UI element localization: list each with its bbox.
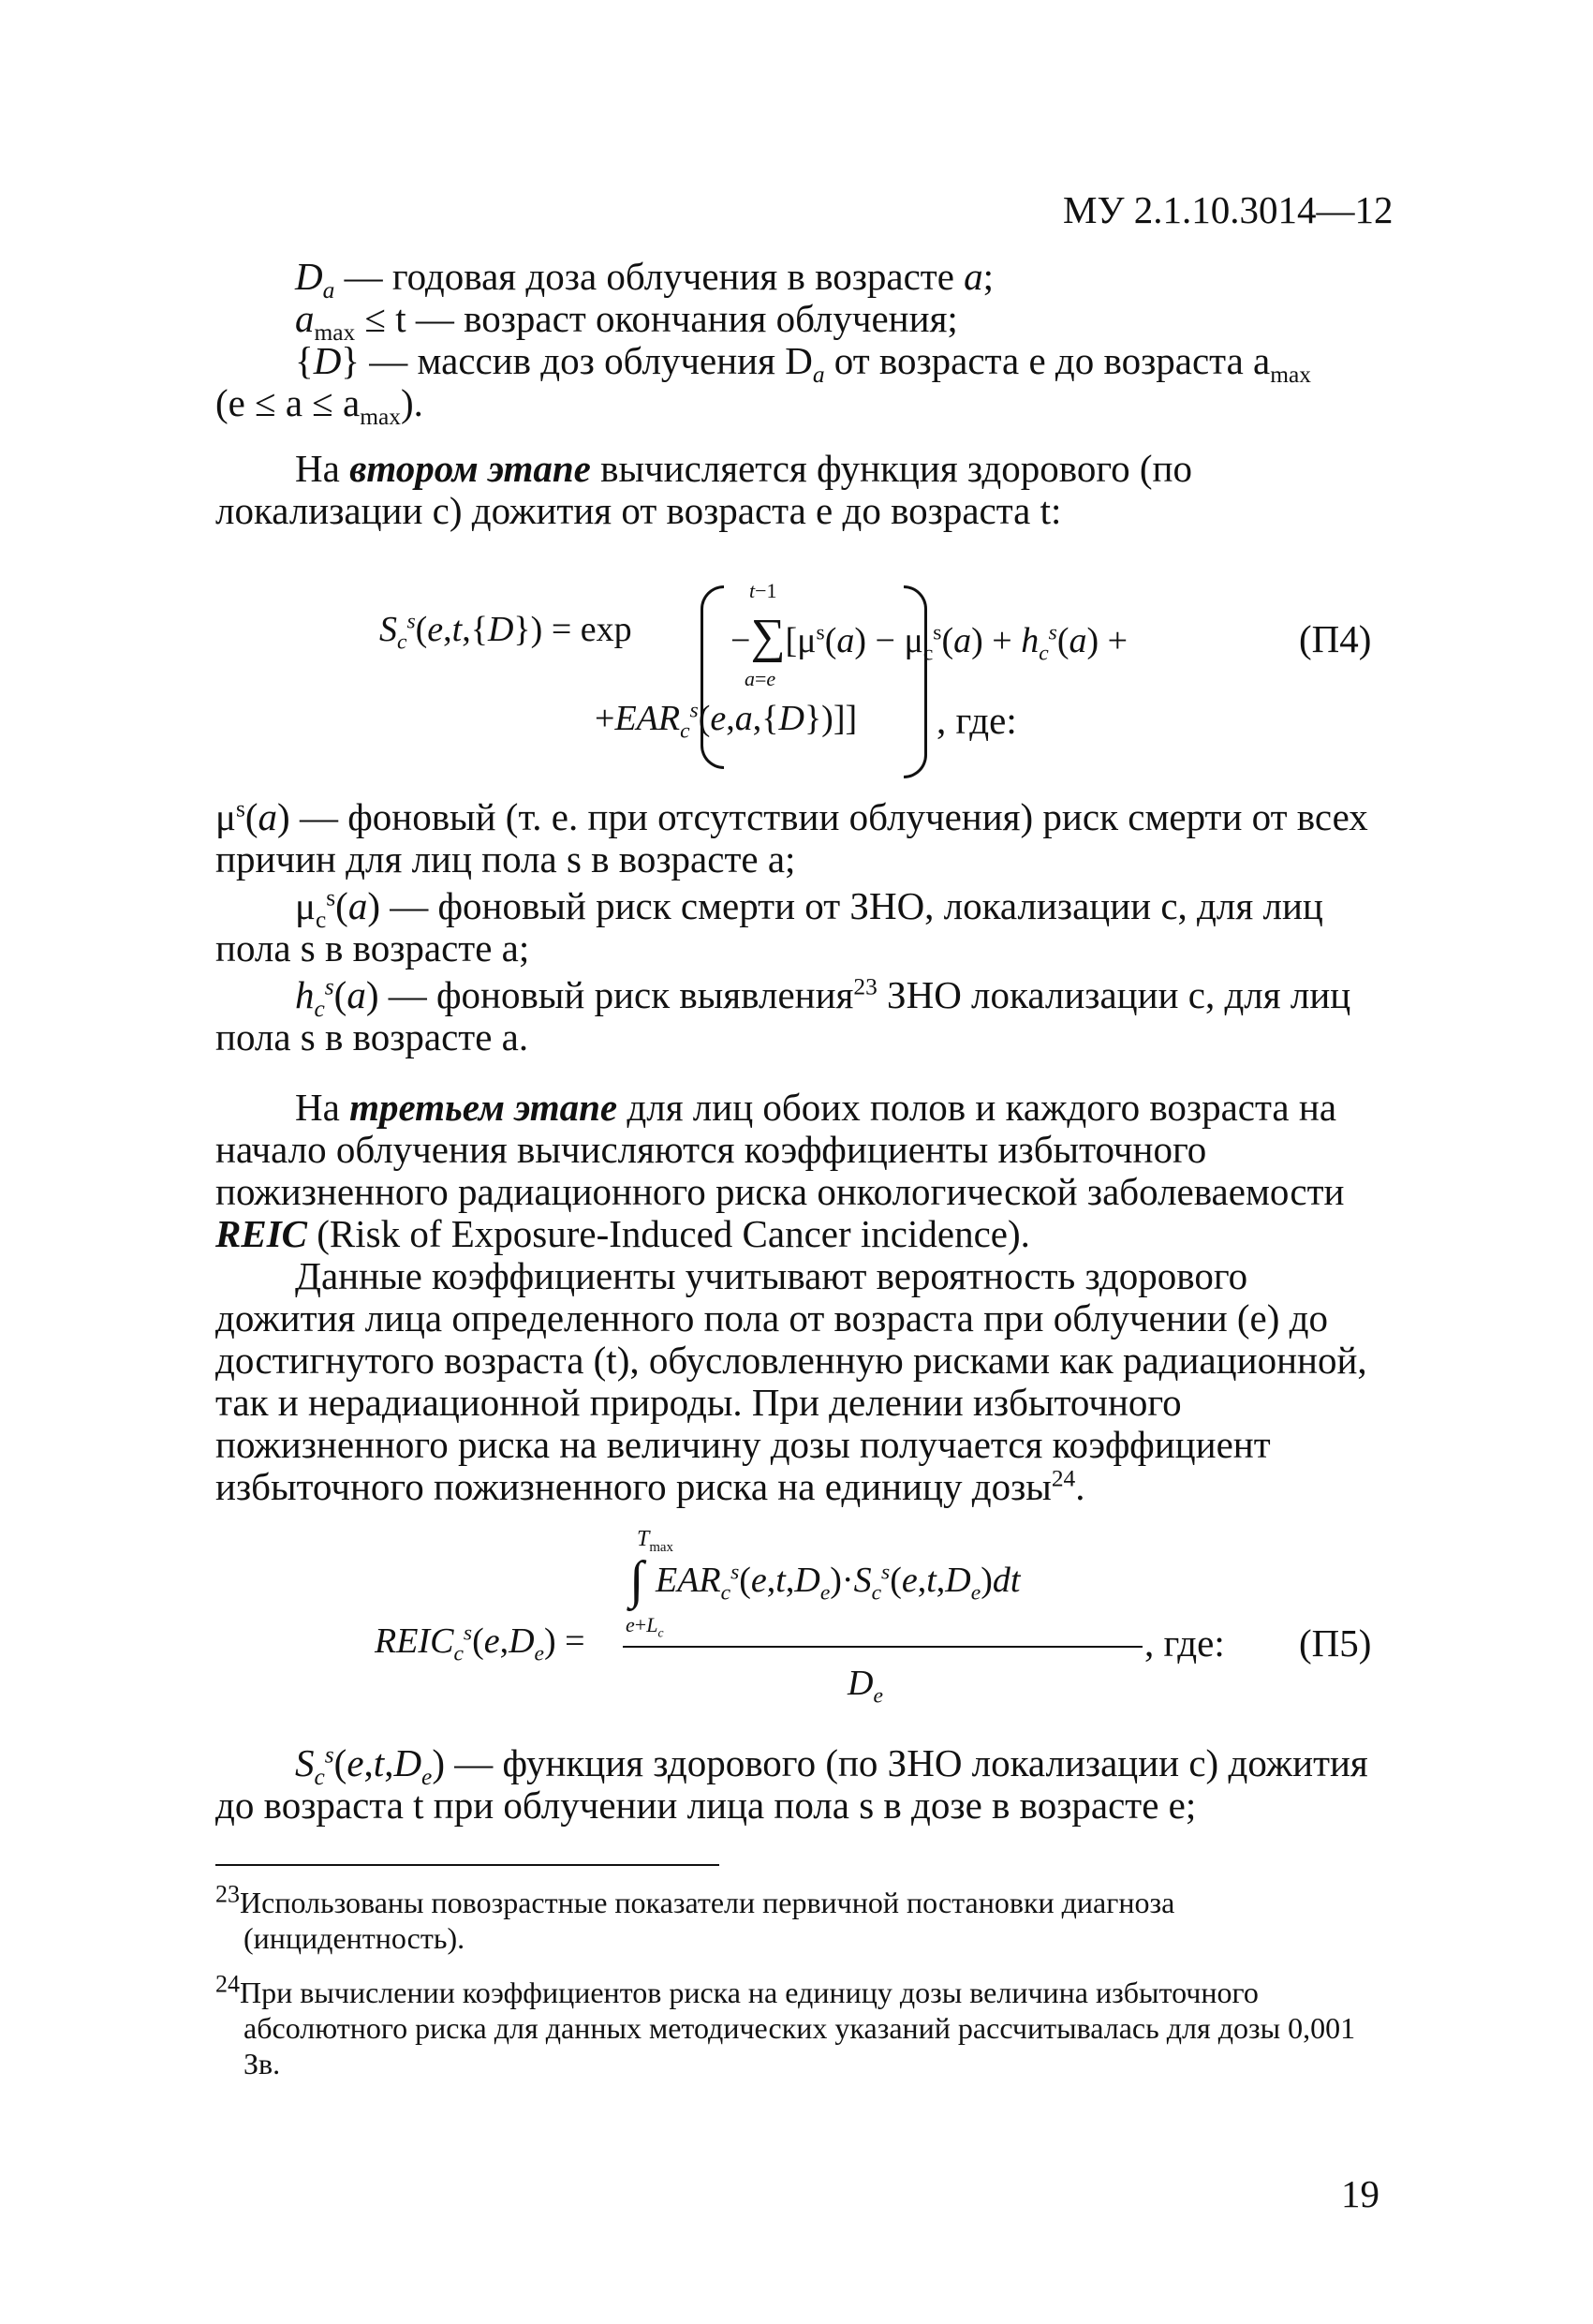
equation-p5-where: , где: (1144, 1621, 1225, 1665)
definition-sc: $S_c^s(e,t,D_e)$ — функция здорового (по ЗНО локализации c) дожития до возраста t при облучении лица пола s в дозе в возрасте e; (215, 1741, 1368, 1827)
footnote-23: $^{23}$Использованы повозрастные показатели первичной постановки диагноза (инцидентность). (215, 1880, 1175, 1955)
definition-da: $D_a$ — годовая доза облучения в возрасте a; (295, 255, 995, 304)
definition-amax: $a_{max} \le t$ — возраст окончания облучения; (295, 297, 958, 347)
paragraph-stage2: На втором этапе вычисляется функция здорового (по локализации c) дожития от возраста e до возраста t: (215, 447, 1192, 532)
paragraph-stage3: На третьем этапе для лиц обоих полов и каждого возраста на начало облучения вычисляются коэффициенты избыточного пожизненного радиационного риска онкологической заболеваемости REIC (Risk of Exposure-Induced Cancer incidence). (215, 1086, 1345, 1255)
definition-range: $(e \le a \le a_{max})$. (215, 381, 423, 431)
document-page: МУ 2.1.10.3014—12 $D_a$ — годовая доза облучения в возрасте a; $a_{max} \le t$ — возраст окончания облучения; {D} — массив доз облучения $D_a$ от возраста e до возраста $a_{max}$ $(e \le a \le a_{max})$. На втором этапе вычисляется функция здорового (по локализации c) дожития от возраста e до возраста t: $S_c^s(e,t,\{D\}) = \exp$ $-\sum[\mu^s(a) - \mu_c^s(a) + h_c^s(a)$ + t−1 a=e $+EAR_c^s(e,a,\{D\})$]] , где: (П4) $\mu^s(a)$ — фоновый (т. е. при отсутствии облучения) риск смерти от всех причин для лиц пола s в возрасте a; $\mu_c^s(a)$ — фоновый риск смерти от ЗНО, локализации c, для лиц пола s в возрасте a; $h_c^s(a)$ — фоновый риск выявления$^{23}$ ЗНО локализации c, для лиц пола s в возрасте a. На третьем этапе для лиц обоих полов и каждого возраста на начало облучения вычисляются коэффициенты избыточного пожизненного радиационного риска онкологической заболеваемости REIC (Risk of Exposure-Induced Cancer incidence). Данные коэффициенты учитывают вероятность здорового дожития лица определенного пола от возраста при облучении (e) до достигнутого возраста (t), обусловленную рисками как радиационной, так и нерадиационной природы. При делении избыточного пожизненного риска на величину дозы получается коэффициент избыточного пожизненного риска на единицу дозы$^{24}$. $T_{max}$ ∫ $EAR_c^s(e,t,D_e)\cdot S_c^s(e,t,D_e)dt$ $e+L_c$ $REIC_c^s(e,D_e)$ = $D_e$ , где: (П5) $S_c^s(e,t,D_e)$ — функция здорового (по ЗНО локализации c) дожития до возраста t при облучении лица пола s в дозе в возрасте e; $^{23}$Использованы повозрастные показатели первичной постановки диагноза (инцидентность). $^{24}$При вычислении коэффициентов риска на единицу дозы величина избыточного абсолютного риска для данных методических указаний рассчитывалась для дозы 0,001 Зв. 19 (215, 188, 1394, 2215)
equation-p4-where: , где: (937, 699, 1017, 742)
definition-muc: $\mu_c^s(a)$ — фоновый риск смерти от ЗНО, локализации c, для лиц пола s в возрасте a; (215, 884, 1323, 970)
footnote-divider (215, 1864, 719, 1866)
paragraph-coefficients: Данные коэффициенты учитывают вероятность здорового дожития лица определенного пола от возраста при облучении (e) до достигнутого возраста (t), обусловленную рисками как радиационной, так и нерадиационной природы. При делении избыточного пожизненного риска на величину дозы получается коэффициент избыточного пожизненного риска на единицу дозы$^{24}$. (215, 1254, 1367, 1508)
definition-D-array: {D} — массив доз облучения $D_a$ от возраста e до возраста $a_{max}$ (295, 339, 1311, 389)
equation-p4-number: (П4) (1299, 617, 1372, 660)
definition-mu: $\mu^s(a)$ — фоновый (т. е. при отсутствии облучения) риск смерти от всех причин для лиц пола s в возрасте a; (215, 795, 1368, 881)
footnote-24: $^{24}$При вычислении коэффициентов риска на единицу дозы величина избыточного абсолютного риска для данных методических указаний рассчитывалась для дозы 0,001 Зв. (215, 1970, 1356, 2080)
page-number: 19 (1341, 2172, 1379, 2215)
document-code: МУ 2.1.10.3014—12 (1063, 188, 1394, 231)
equation-p5-number: (П5) (1299, 1621, 1372, 1665)
definition-hc: $h_c^s(a)$ — фоновый риск выявления$^{23}$ ЗНО локализации c, для лиц пола s в возрасте a. (215, 973, 1351, 1058)
